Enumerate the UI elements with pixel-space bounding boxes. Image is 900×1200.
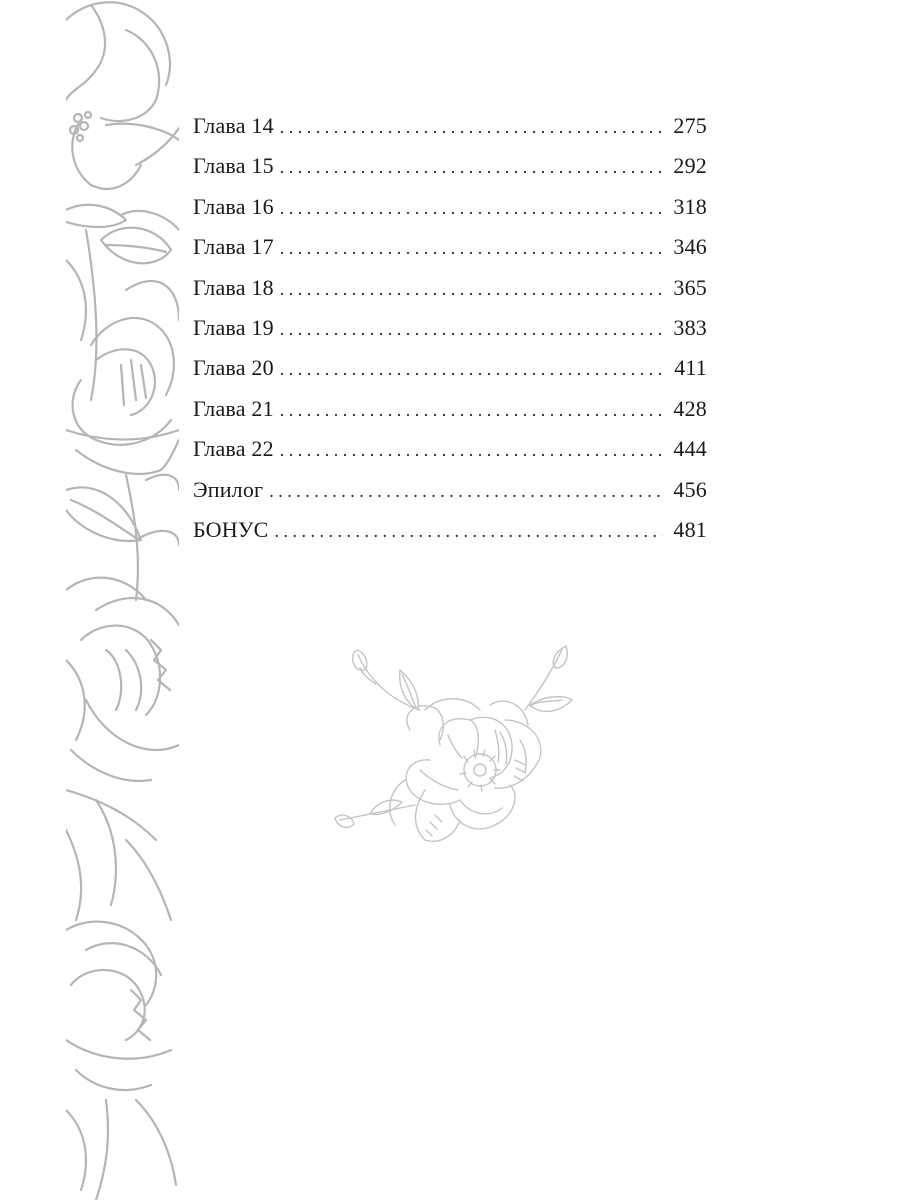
toc-entry-page: 275 [673,113,707,138]
toc-entry-page: 428 [673,395,707,421]
toc-entry[interactable] [193,391,707,431]
toc-dot-leader [280,392,664,428]
toc-dot-leader [280,351,664,387]
toc-dot-leader [280,271,664,307]
table-of-contents [193,108,707,552]
toc-entry[interactable] [193,189,707,229]
toc-entry[interactable] [193,270,707,310]
toc-entry[interactable] [193,310,707,350]
toc-dot-leader [280,230,664,266]
toc-entry-label: БОНУС [193,516,269,542]
toc-dot-leader [280,149,664,185]
toc-entry[interactable] [193,229,707,269]
toc-dot-leader [275,513,664,549]
toc-entry-label: Глава 18 [193,274,274,300]
toc-entry-page: 383 [673,314,707,340]
toc-entry-page: 346 [673,234,707,260]
toc-dot-leader [280,311,664,347]
toc-entry-page: 444 [673,436,707,462]
toc-entry-label: Глава 15 [193,153,274,179]
toc-dot-leader [269,473,663,509]
toc-entry-label: Глава 14 [193,113,274,138]
toc-entry[interactable] [193,108,707,148]
toc-entry[interactable] [193,431,707,471]
toc-entry-label: Глава 21 [193,395,274,421]
toc-entry-label: Глава 22 [193,436,274,462]
floral-border-decoration [66,0,179,1200]
toc-dot-leader [280,432,664,468]
toc-dot-leader [280,109,664,145]
toc-entry-label: Глава 16 [193,193,274,219]
toc-entry-label: Глава 17 [193,234,274,260]
toc-entry-page: 292 [673,153,707,179]
toc-entry[interactable] [193,512,707,552]
toc-entry-page: 318 [673,193,707,219]
toc-entry-page: 481 [673,516,707,542]
toc-entry-page: 365 [673,274,707,300]
toc-dot-leader [280,190,664,226]
toc-entry-label: Глава 19 [193,314,274,340]
floral-border-icon [66,0,179,1200]
toc-entry[interactable] [193,472,707,512]
toc-entry-page: 456 [673,476,707,502]
toc-entry[interactable] [193,350,707,390]
toc-entry-label: Глава 20 [193,355,274,381]
toc-entry-page: 411 [674,355,707,381]
toc-entry-label: Эпилог [193,476,264,502]
toc-entry[interactable] [193,148,707,188]
magnolia-flower-icon [330,640,580,855]
